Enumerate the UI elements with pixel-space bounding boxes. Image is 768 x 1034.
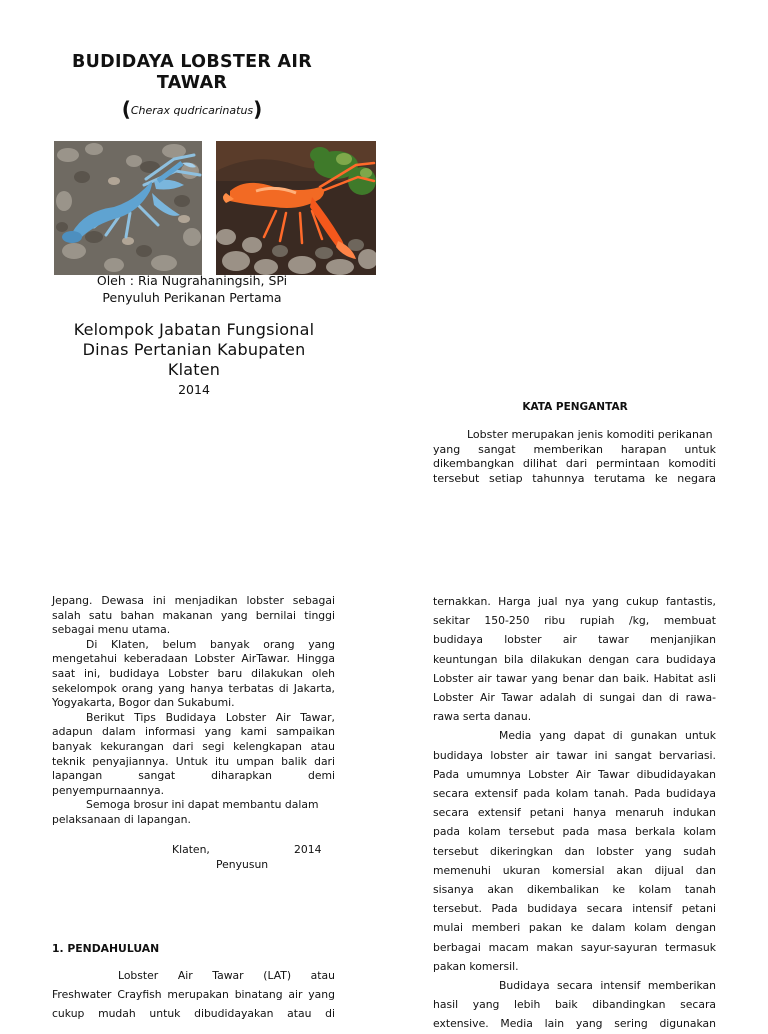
text-line: Berikut Tips Budidaya Lobster Air Tawar, (86, 710, 335, 724)
text-line: rawa serta danau. (433, 710, 532, 724)
author-role: Penyuluh Perikanan Pertama (102, 290, 282, 305)
text-line: adapun dalam informasi yang kami sampaikan (52, 725, 335, 739)
orange-lobster-photo (216, 141, 376, 275)
pendahuluan-body (52, 966, 335, 1023)
text-line: sisanya akan dikembalikan ke kolam tanah (433, 883, 716, 897)
org-line2: Dinas Pertanian Kabupaten (82, 340, 306, 359)
text-line: pakan komersil. (433, 959, 519, 973)
signoff-year: 2014 (294, 843, 322, 856)
text-line: berbagai macam makan sayur-sayuran termasuk (433, 940, 716, 954)
cover-title-line1: BUDIDAYA LOBSTER AIR (72, 52, 312, 72)
paren-open: ( (121, 97, 131, 121)
text-line: sekitar 150-250 ribu rupiah /kg, membuat (433, 614, 716, 628)
kata-pengantar-body (433, 428, 716, 486)
text-line: lapangan sangat diharapkan demi (52, 769, 335, 783)
text-line: mengetahui keberadaan Lobster AirTawar. Hingga (52, 652, 335, 666)
text-line: Pada umumnya Lobster Air Tawar dibudidayakan (433, 767, 716, 781)
section-heading-pendahuluan: 1. PENDAHULUAN (52, 942, 160, 955)
text-line: Freshwater Crayfish merupakan binatang air yang (52, 988, 335, 1001)
text-line: secara extensif pada kolam tanah. Pada budidaya (433, 787, 716, 801)
signoff-place: Klaten, (172, 843, 210, 856)
cover-title-line2: TAWAR (156, 73, 228, 93)
blue-lobster-photo (54, 141, 202, 275)
cover-year: 2014 (178, 382, 210, 397)
right-column-text (433, 592, 716, 1034)
text-line: budidaya lobster air tawar ini sangat bervariasi. (433, 748, 716, 762)
signoff-block (52, 843, 335, 873)
text-line: mulai memberi pakan ke dalam kolam dengan (433, 921, 716, 935)
kata-pengantar-heading: KATA PENGANTAR (522, 401, 628, 413)
text-line: tersebut. Pada budidaya secara intensif petani (433, 902, 716, 916)
text-line: tersebut setiap tahunnya terutama ke negara (433, 471, 716, 485)
text-line: tersebut dikeringkan dan lobster yang sudah (433, 844, 716, 858)
text-line: hasil yang lebih baik dibandingkan secara (433, 998, 716, 1012)
text-line: dikembangkan dilihat dari permintaan komoditi (433, 457, 716, 471)
text-line: Budidaya secara intensif memberikan (499, 979, 716, 993)
text-line: cukup mudah untuk dibudidayakan atau di (52, 1007, 335, 1020)
text-line: sekelompok orang yang hanya terbatas di Jakarta, (52, 681, 335, 695)
text-line: yang sangat memberikan harapan untuk (433, 442, 716, 456)
text-line: saat ini, budidaya Lobster baru dilakukan oleh (52, 666, 335, 680)
text-line: memenuhi ukuran komersial akan dijual dan (433, 863, 716, 877)
text-line: banyak kekurangan dari segi kelengkapan atau (52, 739, 335, 753)
text-line: Di Klaten, belum banyak orang yang (86, 637, 335, 651)
text-line: Lobster Air Tawar adalah di sungai dan di rawa- (433, 691, 716, 705)
text-line: extensive. Media lain yang sering digunakan (433, 1017, 716, 1031)
text-line: penyempurnaannya. (52, 783, 165, 797)
cover-title (60, 52, 324, 94)
text-line: Yogyakarta, Bogor dan Sukabumi. (52, 696, 235, 710)
scientific-name: Cherax qudricarinatus (130, 104, 254, 117)
author-block (60, 272, 324, 306)
text-line: Media yang dapat di gunakan untuk (499, 729, 716, 743)
org-line3: Klaten (167, 360, 221, 379)
text-line: Lobster air tawar yang benar dan baik. Habitat asli (433, 671, 716, 685)
text-line: pelaksanaan di lapangan. (52, 812, 191, 826)
text-line: Lobster merupakan jenis komoditi perikanan (467, 428, 713, 441)
organization-block (50, 320, 338, 380)
scientific-name-line (60, 97, 324, 121)
text-line: teknik penyajiannya. Untuk itu umpan balik dari (52, 754, 335, 768)
org-line1: Kelompok Jabatan Fungsional (73, 320, 315, 339)
text-line: secara extensif petani hanya menaruh indukan (433, 806, 716, 820)
signoff-role: Penyusun (216, 858, 269, 871)
author-name: Oleh : Ria Nugrahaningsih, SPi (96, 273, 288, 288)
text-line: ternakkan. Harga jual nya yang cukup fantastis, (433, 595, 716, 608)
left-column-text (52, 594, 335, 828)
text-line: pada kolam tersebut pada masa berkala kolam (433, 825, 716, 839)
text-line: sebagai menu utama. (52, 623, 171, 637)
text-line: Jepang. Dewasa ini menjadikan lobster sebagai (52, 594, 335, 607)
text-line: keuntungan bila dilakukan dengan cara budidaya (433, 652, 716, 666)
text-line: Semoga brosur ini dapat membantu dalam (86, 798, 319, 812)
paren-close: ) (253, 97, 263, 121)
text-line: salah satu bahan makanan yang bernilai tinggi (52, 608, 335, 622)
text-line: Lobster Air Tawar (LAT) atau (118, 969, 335, 982)
text-line: budidaya lobster air tawar menjanjikan (433, 633, 716, 647)
